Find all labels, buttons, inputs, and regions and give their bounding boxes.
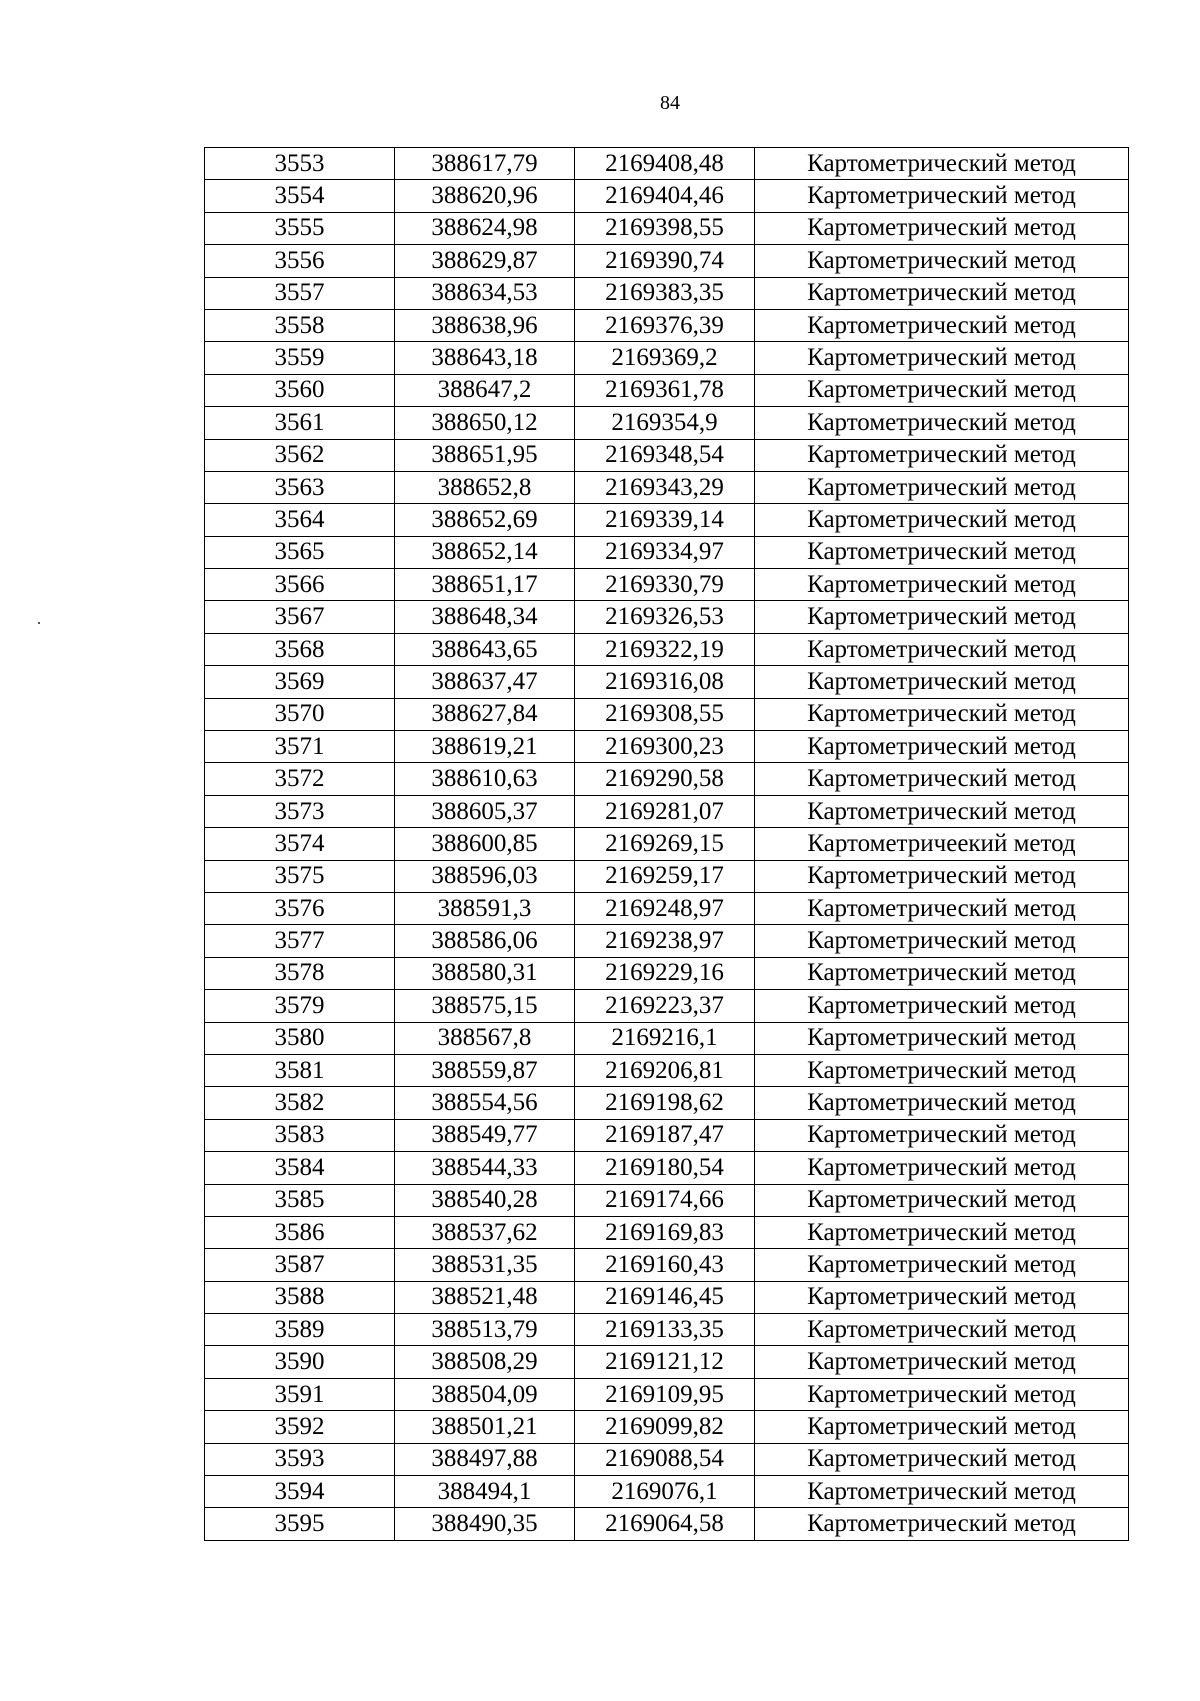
- method-cell: Картометрический метод: [755, 407, 1129, 439]
- x-coordinate-cell: 388648,34: [395, 601, 575, 633]
- point-number-cell: 3578: [205, 957, 395, 989]
- x-coordinate-cell: 388629,87: [395, 245, 575, 277]
- table-row: [205, 1152, 1129, 1184]
- x-coordinate-cell: 388537,62: [395, 1216, 575, 1248]
- x-coordinate-cell: 388643,65: [395, 633, 575, 665]
- method-cell: Картометрический метод: [755, 309, 1129, 341]
- x-coordinate-cell: 388652,8: [395, 471, 575, 503]
- point-number-cell: 3567: [205, 601, 395, 633]
- point-number-cell: 3587: [205, 1249, 395, 1281]
- method-cell: Картометрический метод: [755, 1087, 1129, 1119]
- table-row: [205, 342, 1129, 374]
- point-number-cell: 3591: [205, 1378, 395, 1410]
- method-cell: Картометрический метод: [755, 569, 1129, 601]
- y-coordinate-cell: 2169160,43: [575, 1249, 755, 1281]
- table-row: [205, 374, 1129, 406]
- y-coordinate-cell: 2169259,17: [575, 860, 755, 892]
- y-coordinate-cell: 2169308,55: [575, 698, 755, 730]
- table-row: [205, 277, 1129, 309]
- table-row: [205, 309, 1129, 341]
- y-coordinate-cell: 2169348,54: [575, 439, 755, 471]
- table-row: [205, 1281, 1129, 1313]
- table-row: [205, 1216, 1129, 1248]
- x-coordinate-cell: 388605,37: [395, 795, 575, 827]
- y-coordinate-cell: 2169174,66: [575, 1184, 755, 1216]
- point-number-cell: 3566: [205, 569, 395, 601]
- table-row: [205, 957, 1129, 989]
- y-coordinate-cell: 2169334,97: [575, 536, 755, 568]
- point-number-cell: 3569: [205, 666, 395, 698]
- scan-speck: [38, 622, 40, 624]
- table-row: [205, 1314, 1129, 1346]
- x-coordinate-cell: 388586,06: [395, 925, 575, 957]
- x-coordinate-cell: 388544,33: [395, 1152, 575, 1184]
- point-number-cell: 3560: [205, 374, 395, 406]
- point-number-cell: 3565: [205, 536, 395, 568]
- y-coordinate-cell: 2169121,12: [575, 1346, 755, 1378]
- table-row: [205, 731, 1129, 763]
- point-number-cell: 3594: [205, 1476, 395, 1508]
- method-cell: Картометрический метод: [755, 892, 1129, 924]
- method-cell: Картометрический метод: [755, 1508, 1129, 1540]
- x-coordinate-cell: 388591,3: [395, 892, 575, 924]
- table-row: [205, 1378, 1129, 1410]
- x-coordinate-cell: 388634,53: [395, 277, 575, 309]
- method-cell: Картометрический метод: [755, 957, 1129, 989]
- table-row: [205, 536, 1129, 568]
- point-number-cell: 3568: [205, 633, 395, 665]
- y-coordinate-cell: 2169361,78: [575, 374, 755, 406]
- method-cell: Картометрический метод: [755, 1119, 1129, 1151]
- x-coordinate-cell: 388596,03: [395, 860, 575, 892]
- table-row: [205, 180, 1129, 212]
- y-coordinate-cell: 2169180,54: [575, 1152, 755, 1184]
- method-cell: Картометрический метод: [755, 342, 1129, 374]
- y-coordinate-cell: 2169300,23: [575, 731, 755, 763]
- y-coordinate-cell: 2169383,35: [575, 277, 755, 309]
- point-number-cell: 3556: [205, 245, 395, 277]
- page-number: 84: [660, 92, 680, 114]
- point-number-cell: 3595: [205, 1508, 395, 1540]
- table-row: [205, 1184, 1129, 1216]
- point-number-cell: 3558: [205, 309, 395, 341]
- point-number-cell: 3553: [205, 148, 395, 180]
- point-number-cell: 3564: [205, 504, 395, 536]
- y-coordinate-cell: 2169216,1: [575, 1022, 755, 1054]
- method-cell: Картометрический метод: [755, 666, 1129, 698]
- x-coordinate-cell: 388643,18: [395, 342, 575, 374]
- table-row: [205, 1022, 1129, 1054]
- method-cell: Картометрический метод: [755, 795, 1129, 827]
- method-cell: Картометрический метод: [755, 536, 1129, 568]
- point-number-cell: 3575: [205, 860, 395, 892]
- point-number-cell: 3571: [205, 731, 395, 763]
- x-coordinate-cell: 388580,31: [395, 957, 575, 989]
- coordinates-table: [204, 147, 1129, 1541]
- y-coordinate-cell: 2169281,07: [575, 795, 755, 827]
- x-coordinate-cell: 388554,56: [395, 1087, 575, 1119]
- point-number-cell: 3586: [205, 1216, 395, 1248]
- point-number-cell: 3581: [205, 1054, 395, 1086]
- method-cell: Картометрический метод: [755, 439, 1129, 471]
- y-coordinate-cell: 2169238,97: [575, 925, 755, 957]
- table-row: [205, 471, 1129, 503]
- point-number-cell: 3561: [205, 407, 395, 439]
- method-cell: Картометрический метод: [755, 1022, 1129, 1054]
- table-row: [205, 1411, 1129, 1443]
- table-row: [205, 828, 1129, 860]
- method-cell: Картометрический метод: [755, 698, 1129, 730]
- method-cell: Картометрический метод: [755, 471, 1129, 503]
- x-coordinate-cell: 388624,98: [395, 212, 575, 244]
- x-coordinate-cell: 388504,09: [395, 1378, 575, 1410]
- table-row: [205, 925, 1129, 957]
- method-cell: Картометрический метод: [755, 925, 1129, 957]
- table-row: [205, 407, 1129, 439]
- point-number-cell: 3574: [205, 828, 395, 860]
- x-coordinate-cell: 388651,95: [395, 439, 575, 471]
- method-cell: Картометрический метод: [755, 731, 1129, 763]
- table-row: [205, 504, 1129, 536]
- point-number-cell: 3582: [205, 1087, 395, 1119]
- method-cell: Картометрический метод: [755, 1184, 1129, 1216]
- table-row: [205, 1346, 1129, 1378]
- point-number-cell: 3572: [205, 763, 395, 795]
- x-coordinate-cell: 388627,84: [395, 698, 575, 730]
- x-coordinate-cell: 388610,63: [395, 763, 575, 795]
- x-coordinate-cell: 388647,2: [395, 374, 575, 406]
- table-row: [205, 245, 1129, 277]
- table-row: [205, 990, 1129, 1022]
- table-row: [205, 795, 1129, 827]
- table-row: [205, 1508, 1129, 1540]
- x-coordinate-cell: 388559,87: [395, 1054, 575, 1086]
- y-coordinate-cell: 2169339,14: [575, 504, 755, 536]
- table-body: [205, 148, 1129, 1541]
- point-number-cell: 3592: [205, 1411, 395, 1443]
- point-number-cell: 3554: [205, 180, 395, 212]
- point-number-cell: 3580: [205, 1022, 395, 1054]
- x-coordinate-cell: 388652,69: [395, 504, 575, 536]
- y-coordinate-cell: 2169099,82: [575, 1411, 755, 1443]
- y-coordinate-cell: 2169088,54: [575, 1443, 755, 1475]
- method-cell: Картометрический метод: [755, 180, 1129, 212]
- table-row: [205, 1119, 1129, 1151]
- point-number-cell: 3588: [205, 1281, 395, 1313]
- method-cell: Картометрический метод: [755, 601, 1129, 633]
- x-coordinate-cell: 388600,85: [395, 828, 575, 860]
- point-number-cell: 3577: [205, 925, 395, 957]
- point-number-cell: 3570: [205, 698, 395, 730]
- method-cell: Картометричеекий метод: [755, 828, 1129, 860]
- method-cell: Картометрический метод: [755, 277, 1129, 309]
- point-number-cell: 3576: [205, 892, 395, 924]
- y-coordinate-cell: 2169398,55: [575, 212, 755, 244]
- y-coordinate-cell: 2169376,39: [575, 309, 755, 341]
- y-coordinate-cell: 2169223,37: [575, 990, 755, 1022]
- y-coordinate-cell: 2169330,79: [575, 569, 755, 601]
- y-coordinate-cell: 2169390,74: [575, 245, 755, 277]
- point-number-cell: 3579: [205, 990, 395, 1022]
- x-coordinate-cell: 388617,79: [395, 148, 575, 180]
- x-coordinate-cell: 388513,79: [395, 1314, 575, 1346]
- y-coordinate-cell: 2169343,29: [575, 471, 755, 503]
- x-coordinate-cell: 388651,17: [395, 569, 575, 601]
- method-cell: Картометрический метод: [755, 860, 1129, 892]
- method-cell: Картометрический метод: [755, 1314, 1129, 1346]
- x-coordinate-cell: 388652,14: [395, 536, 575, 568]
- x-coordinate-cell: 388531,35: [395, 1249, 575, 1281]
- method-cell: Картометрический метод: [755, 1411, 1129, 1443]
- point-number-cell: 3585: [205, 1184, 395, 1216]
- x-coordinate-cell: 388490,35: [395, 1508, 575, 1540]
- table-row: [205, 892, 1129, 924]
- point-number-cell: 3563: [205, 471, 395, 503]
- table-row: [205, 1054, 1129, 1086]
- table-row: [205, 763, 1129, 795]
- table-row: [205, 633, 1129, 665]
- method-cell: Картометрический метод: [755, 1378, 1129, 1410]
- y-coordinate-cell: 2169169,83: [575, 1216, 755, 1248]
- table-row: [205, 1443, 1129, 1475]
- x-coordinate-cell: 388567,8: [395, 1022, 575, 1054]
- method-cell: Картометрический метод: [755, 148, 1129, 180]
- x-coordinate-cell: 388575,15: [395, 990, 575, 1022]
- table-row: [205, 666, 1129, 698]
- table-row: [205, 860, 1129, 892]
- y-coordinate-cell: 2169269,15: [575, 828, 755, 860]
- y-coordinate-cell: 2169248,97: [575, 892, 755, 924]
- y-coordinate-cell: 2169408,48: [575, 148, 755, 180]
- table-row: [205, 148, 1129, 180]
- method-cell: Картометрический метод: [755, 1281, 1129, 1313]
- x-coordinate-cell: 388620,96: [395, 180, 575, 212]
- method-cell: Картометрический метод: [755, 504, 1129, 536]
- y-coordinate-cell: 2169146,45: [575, 1281, 755, 1313]
- method-cell: Картометрический метод: [755, 763, 1129, 795]
- y-coordinate-cell: 2169354,9: [575, 407, 755, 439]
- y-coordinate-cell: 2169187,47: [575, 1119, 755, 1151]
- y-coordinate-cell: 2169322,19: [575, 633, 755, 665]
- method-cell: Картометрический метод: [755, 1476, 1129, 1508]
- x-coordinate-cell: 388650,12: [395, 407, 575, 439]
- y-coordinate-cell: 2169404,46: [575, 180, 755, 212]
- method-cell: Картометрический метод: [755, 1054, 1129, 1086]
- x-coordinate-cell: 388497,88: [395, 1443, 575, 1475]
- point-number-cell: 3590: [205, 1346, 395, 1378]
- table-row: [205, 601, 1129, 633]
- point-number-cell: 3559: [205, 342, 395, 374]
- method-cell: Картометрический метод: [755, 1443, 1129, 1475]
- point-number-cell: 3555: [205, 212, 395, 244]
- table-row: [205, 569, 1129, 601]
- y-coordinate-cell: 2169326,53: [575, 601, 755, 633]
- x-coordinate-cell: 388549,77: [395, 1119, 575, 1151]
- y-coordinate-cell: 2169133,35: [575, 1314, 755, 1346]
- x-coordinate-cell: 388494,1: [395, 1476, 575, 1508]
- method-cell: Картометрический метод: [755, 212, 1129, 244]
- table-row: [205, 1249, 1129, 1281]
- y-coordinate-cell: 2169229,16: [575, 957, 755, 989]
- table-row: [205, 698, 1129, 730]
- table-row: [205, 212, 1129, 244]
- x-coordinate-cell: 388501,21: [395, 1411, 575, 1443]
- point-number-cell: 3562: [205, 439, 395, 471]
- point-number-cell: 3557: [205, 277, 395, 309]
- y-coordinate-cell: 2169316,08: [575, 666, 755, 698]
- x-coordinate-cell: 388540,28: [395, 1184, 575, 1216]
- point-number-cell: 3583: [205, 1119, 395, 1151]
- table-row: [205, 439, 1129, 471]
- point-number-cell: 3593: [205, 1443, 395, 1475]
- method-cell: Картометрический метод: [755, 1216, 1129, 1248]
- point-number-cell: 3584: [205, 1152, 395, 1184]
- method-cell: Картометрический метод: [755, 1152, 1129, 1184]
- y-coordinate-cell: 2169109,95: [575, 1378, 755, 1410]
- point-number-cell: 3573: [205, 795, 395, 827]
- method-cell: Картометрический метод: [755, 245, 1129, 277]
- method-cell: Картометрический метод: [755, 1346, 1129, 1378]
- y-coordinate-cell: 2169076,1: [575, 1476, 755, 1508]
- y-coordinate-cell: 2169290,58: [575, 763, 755, 795]
- x-coordinate-cell: 388638,96: [395, 309, 575, 341]
- y-coordinate-cell: 2169064,58: [575, 1508, 755, 1540]
- method-cell: Картометрический метод: [755, 633, 1129, 665]
- method-cell: Картометрический метод: [755, 374, 1129, 406]
- method-cell: Картометрический метод: [755, 1249, 1129, 1281]
- y-coordinate-cell: 2169206,81: [575, 1054, 755, 1086]
- x-coordinate-cell: 388637,47: [395, 666, 575, 698]
- table-row: [205, 1087, 1129, 1119]
- method-cell: Картометрический метод: [755, 990, 1129, 1022]
- table-row: [205, 1476, 1129, 1508]
- y-coordinate-cell: 2169369,2: [575, 342, 755, 374]
- x-coordinate-cell: 388619,21: [395, 731, 575, 763]
- y-coordinate-cell: 2169198,62: [575, 1087, 755, 1119]
- x-coordinate-cell: 388521,48: [395, 1281, 575, 1313]
- x-coordinate-cell: 388508,29: [395, 1346, 575, 1378]
- point-number-cell: 3589: [205, 1314, 395, 1346]
